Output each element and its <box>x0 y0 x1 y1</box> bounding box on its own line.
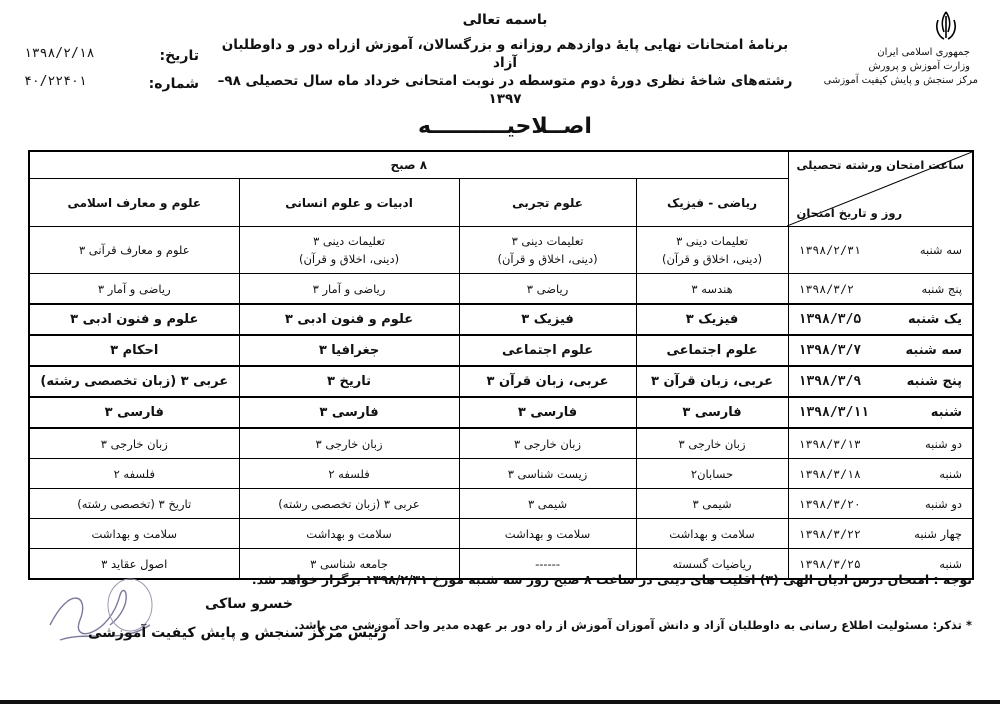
org-line-1: جمهوری اسلامی ایران <box>877 47 970 58</box>
subject-name: جغرافیا ۳ <box>318 343 380 358</box>
subject-cell <box>636 489 788 519</box>
table-row <box>29 428 973 459</box>
subject-name: عربی ۳ (زبان تخصصی رشته) <box>40 374 229 389</box>
subject-name: علوم اجتماعی <box>666 343 758 358</box>
table-row <box>29 304 973 335</box>
subject-cell <box>459 519 636 549</box>
day-date-cell <box>788 428 973 459</box>
date-value: ۱۳۹۸/۲/۱۸ <box>24 46 95 61</box>
table-row <box>29 489 973 519</box>
day-name: شنبه <box>939 466 963 481</box>
signer-name: خسرو ساکی <box>205 596 293 612</box>
subject-cell <box>239 459 459 489</box>
subject-cell <box>29 459 239 489</box>
day-date-cell <box>788 397 973 428</box>
corner-top-label: ساعت امتحان ورشته تحصیلی <box>796 158 965 172</box>
title-line-2: رشته‌های شاخهٔ نظری دورهٔ دوم متوسطه در نوبت امتحانی خرداد ماه سال تحصیلی ۹۸– ۱۳۹۷ <box>217 73 793 107</box>
day-date-cell <box>788 335 973 366</box>
table-row <box>29 366 973 397</box>
table-body <box>29 227 973 580</box>
table-row <box>29 397 973 428</box>
subject-name: شیمی ۳ <box>527 496 568 511</box>
subject-name: اصول عقاید ۳ <box>101 556 168 571</box>
day-name: چهار شنبه <box>914 526 963 541</box>
subject-cell <box>459 274 636 305</box>
column-header: ریاضی - فیزیک <box>636 179 788 227</box>
subject-cell <box>459 489 636 519</box>
subject-name: فارسی ۳ <box>517 405 578 420</box>
subject-cell <box>239 274 459 305</box>
subject-name: علوم اجتماعی <box>501 343 594 358</box>
day-date-cell <box>788 304 973 335</box>
subject-cell <box>29 428 239 459</box>
table-row <box>29 274 973 305</box>
subject-name: عربی، زبان قرآن ۳ <box>651 374 773 389</box>
subject-cell <box>239 227 459 274</box>
subject-cell <box>239 366 459 397</box>
day-date-cell <box>788 489 973 519</box>
subject-name: ریاضی و آمار ۳ <box>97 281 171 296</box>
subject-cell <box>29 335 239 366</box>
subject-name: ریاضیات گسسته <box>672 556 752 571</box>
subject-cell <box>239 489 459 519</box>
day-date-cell <box>788 459 973 489</box>
subject-cell <box>636 519 788 549</box>
time-header: ۸ صبح <box>29 151 788 179</box>
subject-name: فلسفه ۲ <box>113 466 155 481</box>
column-header: ادبیات و علوم انسانی <box>239 179 459 227</box>
signature-scribble <box>40 565 160 655</box>
subject-cell <box>29 274 239 305</box>
subject-name: علوم و معارف قرآنی ۳ <box>78 243 190 257</box>
subject-cell <box>459 459 636 489</box>
column-header: علوم تجربی <box>459 179 636 227</box>
day-name: سه شنبه <box>919 243 963 257</box>
subject-cell <box>459 335 636 366</box>
subject-cell <box>29 519 239 549</box>
exam-date: ۱۳۹۸/۲/۳۱ <box>798 243 861 257</box>
subject-cell <box>636 335 788 366</box>
subject-name: زبان خارجی ۳ <box>678 436 746 451</box>
subject-cell <box>29 489 239 519</box>
subject-name: فیزیک ۳ <box>685 312 739 327</box>
bismillah: باسمه تعالی <box>462 12 548 28</box>
day-name: دو شنبه <box>924 496 963 511</box>
subject-cell <box>239 304 459 335</box>
table-row <box>29 335 973 366</box>
exam-date: ۱۳۹۸/۳/۲۰ <box>798 496 861 511</box>
subject-cell <box>29 397 239 428</box>
subject-cell <box>459 428 636 459</box>
amendment-title: اصــلاحیــــــــــه <box>418 114 592 139</box>
subject-name: تاریخ ۳ (تخصصی رشته) <box>77 496 192 511</box>
subject-cell <box>636 227 788 274</box>
subject-cell <box>459 366 636 397</box>
table-row <box>29 459 973 489</box>
day-date-cell <box>788 366 973 397</box>
subject-name: فلسفه ۲ <box>328 466 370 481</box>
table-row <box>29 227 973 274</box>
subject-name: سلامت و بهداشت <box>306 526 392 541</box>
subject-cell <box>459 397 636 428</box>
bottom-rule <box>0 700 1000 704</box>
subject-name: حسابان۲ <box>690 466 734 481</box>
subject-subtitle: (دینی، اخلاق و قرآن) <box>298 252 400 266</box>
subject-cell <box>636 304 788 335</box>
subject-cell <box>239 519 459 549</box>
subject-subtitle: (دینی، اخلاق و قرآن) <box>497 252 598 266</box>
subject-name: شیمی ۳ <box>692 496 732 511</box>
exam-date: ۱۳۹۸/۳/۹ <box>798 374 862 389</box>
subject-cell <box>636 459 788 489</box>
day-date-cell <box>788 274 973 305</box>
subject-name: علوم و فنون ادبی ۳ <box>70 312 199 327</box>
subject-cell <box>459 304 636 335</box>
subject-name: عربی ۳ (زبان تخصصی رشته) <box>278 496 420 511</box>
subject-name: هندسه ۳ <box>691 281 733 296</box>
subject-name: فارسی ۳ <box>682 405 742 420</box>
subject-name: فیزیک ۳ <box>521 312 574 327</box>
title-line-1: برنامهٔ امتحانات نهایی پایهٔ دوازدهم روزانه و بزرگسالان، آموزش ازراه دور و داوطلبان آزاد <box>221 37 789 71</box>
subject-name: سلامت و بهداشت <box>504 526 591 541</box>
subject-name: علوم و فنون ادبی ۳ <box>284 312 414 327</box>
iran-emblem-icon <box>932 10 960 42</box>
corner-bottom-label: روز و تاریخ امتحان <box>796 206 903 220</box>
subject-name: زبان خارجی ۳ <box>315 436 383 451</box>
subject-name: فارسی ۳ <box>319 405 379 420</box>
day-name: پنج شنبه <box>906 374 963 389</box>
exam-date: ۱۳۹۸/۳/۲ <box>798 281 854 296</box>
day-name: شنبه <box>939 556 963 571</box>
exam-date: ۱۳۹۸/۳/۱۸ <box>798 466 861 481</box>
subject-name: تعلیمات دینی ۳ <box>511 234 584 248</box>
subject-name: سلامت و بهداشت <box>669 526 755 541</box>
date-label: تاریخ: <box>159 48 199 64</box>
subject-name: جامعه شناسی ۳ <box>310 556 388 571</box>
subject-name: فارسی ۳ <box>104 405 164 420</box>
number-label: شماره: <box>148 76 199 92</box>
signer-title: رئیس مرکز سنجش و پایش کیفیت آموزشی <box>88 625 387 641</box>
subject-cell <box>459 227 636 274</box>
day-date-cell <box>788 519 973 549</box>
note-text: توجه : امتحان درس ادیان الهی (۳) اقلیت های دینی در ساعت ۸ صبح روز سه شنبه مورخ ۱۳۹۸/۲/۳۱ برگزار خواهد شد. <box>251 572 972 587</box>
subject-cell <box>239 397 459 428</box>
subject-name: تعلیمات دینی ۳ <box>676 234 748 248</box>
day-name: پنج شنبه <box>921 281 963 296</box>
exam-date: ۱۳۹۸/۳/۱۳ <box>798 436 861 451</box>
subject-name: تاریخ ۳ <box>327 374 372 389</box>
table-row <box>29 519 973 549</box>
subject-name: سلامت و بهداشت <box>91 526 177 541</box>
subject-name: احکام ۳ <box>110 343 159 358</box>
exam-date: ۱۳۹۸/۳/۱۱ <box>798 405 869 420</box>
number-value: ۴۰/۲۲۴۰۱ <box>24 74 87 89</box>
subject-cell <box>636 428 788 459</box>
subject-name: ریاضی ۳ <box>526 281 569 296</box>
exam-date: ۱۳۹۸/۳/۲۵ <box>798 556 861 571</box>
subject-cell <box>29 227 239 274</box>
subject-cell <box>636 366 788 397</box>
subject-subtitle: (دینی، اخلاق و قرآن) <box>661 252 763 266</box>
subject-name: ------ <box>535 556 560 571</box>
reminder-text: * تذکر: مسئولیت اطلاع رسانی به داوطلبان آزاد و دانش آموزان آموزش از راه دور بر عهده مدیر واحد آموزشی می باشد. <box>294 618 972 632</box>
column-header: علوم و معارف اسلامی <box>29 179 239 227</box>
subject-name: عربی، زبان قرآن ۳ <box>486 374 609 389</box>
subject-name: ریاضی و آمار ۳ <box>312 281 386 296</box>
reference-box <box>24 44 199 102</box>
day-name: دو شنبه <box>924 436 963 451</box>
subject-cell <box>239 335 459 366</box>
subject-cell <box>239 428 459 459</box>
day-name: سه شنبه <box>905 343 963 358</box>
day-name: یک شنبه <box>908 312 963 327</box>
exam-date: ۱۳۹۸/۳/۷ <box>798 343 862 358</box>
exam-date: ۱۳۹۸/۳/۵ <box>798 312 862 327</box>
subject-cell <box>29 304 239 335</box>
organization-block <box>788 10 978 88</box>
day-name: شنبه <box>930 405 963 420</box>
subject-name: زبان خارجی ۳ <box>514 436 582 451</box>
document-heading <box>210 8 800 139</box>
subject-cell <box>636 274 788 305</box>
subject-name: زبان خارجی ۳ <box>100 436 168 451</box>
day-date-cell <box>788 227 973 274</box>
exam-date: ۱۳۹۸/۳/۲۲ <box>798 526 861 541</box>
subject-cell <box>29 366 239 397</box>
org-line-2: وزارت آموزش و پرورش <box>868 61 970 72</box>
subject-cell <box>636 397 788 428</box>
table-corner-header <box>788 151 973 227</box>
subject-name: تعلیمات دینی ۳ <box>313 234 385 248</box>
org-line-3: مرکز سنجش و پایش کیفیت آموزشی <box>823 75 978 86</box>
exam-schedule-table <box>28 150 972 580</box>
subject-name: زیست شناسی ۳ <box>507 466 588 481</box>
